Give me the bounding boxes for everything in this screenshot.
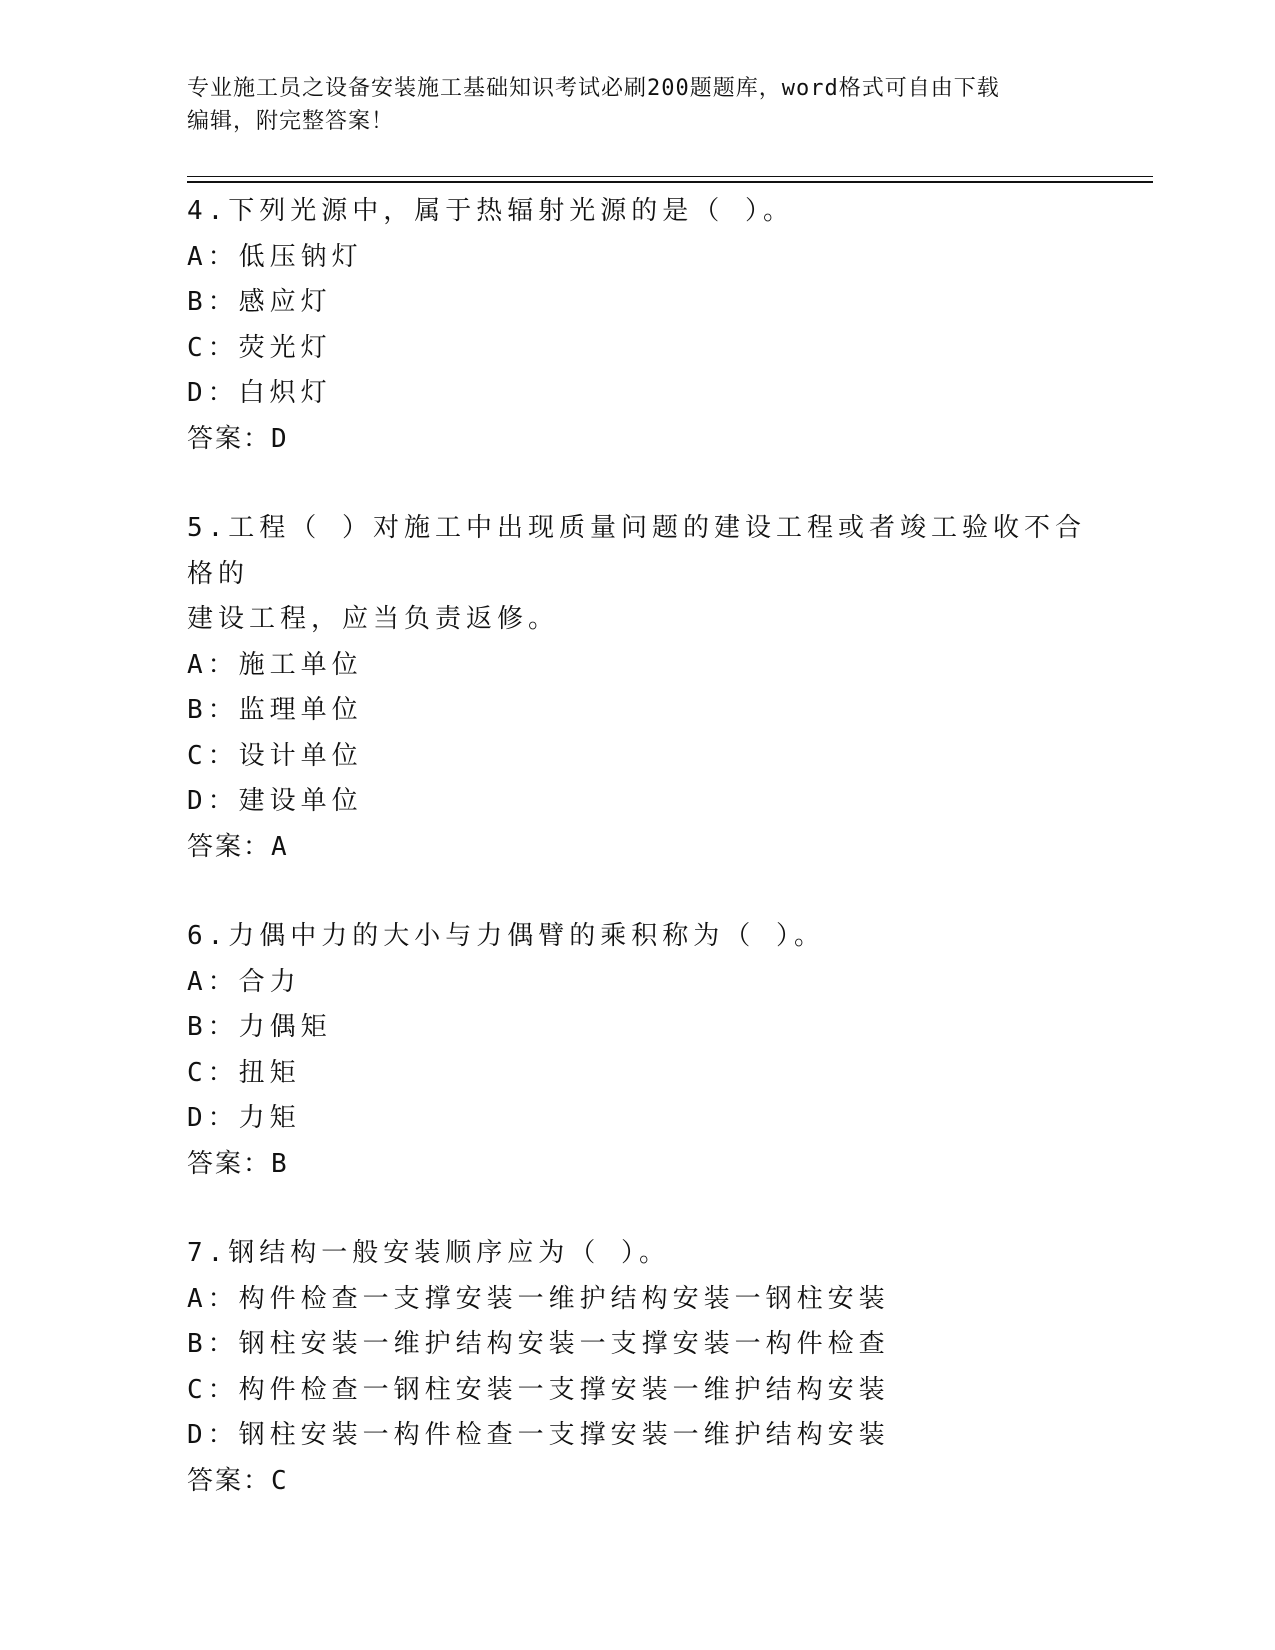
option-d: D：钢柱安装一构件检查一支撑安装一维护结构安装 — [187, 1420, 890, 1450]
question-stem: 6.力偶中力的大小与力偶臂的乘积称为（ ）。 — [187, 921, 825, 951]
question-stem-continued: 建设工程，应当负责返修。 — [187, 604, 560, 634]
option-a: A：施工单位 — [187, 649, 363, 680]
option-c: C：荧光灯 — [187, 332, 332, 363]
option-c: C：构件检查一钢柱安装一支撑安装一维护结构安装 — [187, 1374, 890, 1405]
answer: 答案：C — [187, 1465, 289, 1496]
header-line-2: 编辑，附完整答案！ — [187, 109, 395, 134]
option-a: A：构件检查一支撑安装一维护结构安装一钢柱安装 — [187, 1283, 890, 1314]
option-d: D：建设单位 — [187, 786, 363, 816]
question-stem: 4.下列光源中，属于热辐射光源的是（ ）。 — [187, 196, 794, 226]
option-c: C：扭矩 — [187, 1057, 301, 1088]
header-line-1: 专业施工员之设备安装施工基础知识考试必刷200题题库，word格式可自由下载 — [187, 76, 1000, 101]
question-4 — [187, 189, 1087, 462]
answer: 答案：D — [187, 423, 289, 454]
option-b: B：力偶矩 — [187, 1012, 332, 1042]
option-a: A：合力 — [187, 966, 301, 997]
option-d: D：力矩 — [187, 1103, 301, 1133]
answer: 答案：A — [187, 831, 289, 862]
question-6 — [187, 914, 1087, 1187]
question-7 — [187, 1231, 1087, 1504]
option-d: D：白炽灯 — [187, 378, 332, 408]
question-list — [187, 189, 1087, 1548]
option-b: B：钢柱安装一维护结构安装一支撑安装一构件检查 — [187, 1329, 890, 1359]
header-divider — [187, 176, 1153, 183]
option-b: B：感应灯 — [187, 287, 332, 317]
answer: 答案：B — [187, 1148, 289, 1179]
document-header — [187, 72, 1087, 138]
option-a: A：低压钠灯 — [187, 241, 363, 272]
option-c: C：设计单位 — [187, 740, 363, 771]
question-5 — [187, 506, 1087, 870]
option-b: B：监理单位 — [187, 695, 363, 725]
question-stem: 5.工程（ ）对施工中出现质量问题的建设工程或者竣工验收不合格的 — [187, 513, 1086, 589]
question-stem: 7.钢结构一般安装顺序应为（ ）。 — [187, 1238, 670, 1268]
